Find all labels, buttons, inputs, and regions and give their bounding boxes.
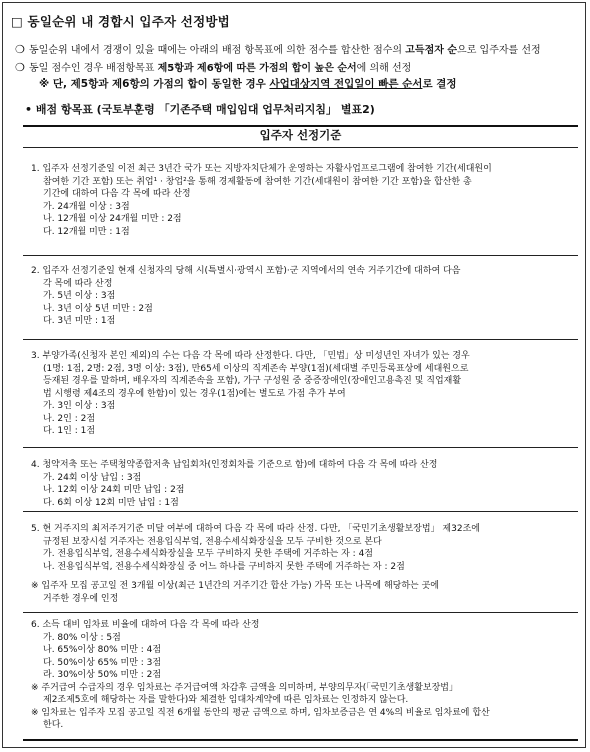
method-line-1: ❍ 동일순위 내에서 경쟁이 있을 때에는 아래의 배점 항목표에 의한 점수를 합산한 점수의 고득점자 순으로 입주자를 선정 [15, 43, 541, 56]
criteria-section-2 [31, 265, 576, 328]
score-item: 가. 3인 이상 : 3점 [43, 401, 116, 411]
score-item: 가. 5년 이상 : 3점 [43, 291, 116, 301]
section-note: 한다. [43, 720, 64, 730]
score-item: 나. 12개월 이상 24개월 미만 : 2점 [43, 214, 182, 224]
section-text-line: 법 시행령 제4조의 경우에 한함)이 있는 경우(1점)에는 별도로 가점 추가 부여 [43, 388, 346, 399]
tie-break-note: ※ 단, 제5항과 제6항의 가점의 합이 동일한 경우 사업대상지역 전입일이 빠른 순서로 결정 [39, 78, 457, 90]
section-divider [23, 339, 578, 340]
section-text-line: 4. 청약저축 또는 주택청약종합저축 납입회차(인정회차를 기준으로 함)에 대하여 다음 각 목에 따라 산정 [31, 460, 438, 470]
section-text-line: 기간에 대하여 다음 각 목에 따라 산정 [43, 189, 191, 199]
section-note: 제2조제5호에 해당하는 자를 말한다)와 체결한 임대차계약에 따른 임차료는 인정하지 않는다. [43, 695, 409, 705]
criteria-section-1 [31, 163, 576, 238]
section-divider [23, 511, 578, 512]
section-text-line: 규정된 보장시설 거주자는 전용입식부엌, 전용수세식화장실을 모두 구비한 것으로 본다 [43, 536, 382, 547]
score-item: 나. 65%이상 80% 미만 : 4점 [43, 645, 162, 655]
section-text-line: 5. 현 거주지의 최저주거기준 미달 여부에 대하여 다음 각 목에 따라 산정. 다만, 「국민기초생활보장법」 제32조에 [31, 524, 480, 534]
section-divider [23, 255, 578, 256]
section-text-line: (1명: 1점, 2명: 2점, 3명 이상: 3점), 만65세 이상의 직계존속 부양(1점)(세대별 주민등록표상에 세대원으로 [43, 363, 469, 374]
section-note: 거주한 경우에 인정 [43, 593, 119, 604]
score-item: 나. 12회 이상 24회 미만 납입 : 2점 [43, 485, 185, 495]
section-note: ※ 임차료는 입주자 모집 공고일 직전 6개월 동안의 평균 금액으로 하며, 임차보증금은 연 4%의 비율로 임차료에 합산 [31, 707, 490, 718]
criteria-title: 입주자 선정기준 [259, 128, 342, 142]
page-title: □ 동일순위 내 경합시 입주자 선정방법 [11, 14, 230, 29]
score-item: 라. 30%이상 50% 미만 : 2점 [43, 670, 162, 680]
section-text-line: 3. 부양가족(신청자 본인 제외)의 수는 다음 각 목에 따라 산정한다. 다만, 「민법」상 미성년인 자녀가 있는 경우 [31, 351, 470, 361]
score-item: 나. 전용입식부엌, 전용수세식화장실 중 어느 하나를 구비하지 못한 주택에 거주하는 자 : 2점 [43, 561, 405, 572]
section-divider [23, 447, 578, 448]
section-text-line: 2. 입주자 선정기준일 현재 신청자의 당해 시(특별시·광역시 포함)·군 지역에서의 연속 거주기간에 대하여 다음 [31, 266, 461, 276]
section-text-line: 6. 소득 대비 임차료 비율에 대하여 다음 각 목에 따라 산정 [31, 620, 260, 630]
section-divider [23, 612, 578, 613]
section-text-line: 각 목에 따라 산정 [43, 278, 113, 289]
criteria-section-6 [31, 619, 576, 732]
score-item: 다. 12개월 미만 : 1점 [43, 226, 130, 237]
score-item: 나. 3년 이상 5년 미만 : 2점 [43, 303, 153, 314]
criteria-section-5 [31, 523, 576, 605]
criteria-title-rule [23, 147, 578, 148]
section-note: ※ 입주자 모집 공고일 전 3개월 이상(최근 1년간의 거주기간 합산 가능) 가목 또는 나목에 해당하는 곳에 [31, 581, 439, 591]
circle-bullet-icon: ❍ [15, 61, 25, 74]
document-frame [2, 2, 586, 748]
criteria-section-3 [31, 350, 576, 438]
method-line-2: ❍ 동일 점수인 경우 배점항목표 제5항과 제6항에 따른 가점의 합이 높은 순서에 의해 선정 [15, 61, 412, 74]
score-item: 다. 50%이상 65% 미만 : 3점 [43, 657, 162, 668]
score-table-heading: • 배점 항목표 (국토부훈령 「기존주택 매입임대 업무처리지침」 별표2) [25, 103, 375, 116]
score-item: 나. 2인 : 2점 [43, 413, 96, 424]
score-item: 가. 24회 이상 납입 : 3점 [43, 472, 142, 483]
section-text-line: 1. 입주자 선정기준일 이전 최근 3년간 국가 또는 지방자치단체가 운영하는 자활사업프로그램에 참여한 기간(세대원이 [31, 164, 492, 174]
criteria-section-4 [31, 459, 576, 509]
score-item: 가. 전용입식부엌, 전용수세식화장실을 모두 구비하지 못한 주택에 거주하는 자 : 4점 [43, 549, 373, 559]
section-text-line: 등재된 경우를 말하며, 배우자의 직계존속을 포함), 가구 구성원 중 중증장애인(장애인고용촉진 및 직업재활 [43, 376, 462, 386]
section-note: ※ 주거급여 수급자의 경우 임차료는 주거급여액 차감후 금액을 의미하며, 부양의무자(「국민기초생활보장법」 [31, 682, 459, 693]
score-item: 다. 1인 : 1점 [43, 426, 96, 436]
circle-bullet-icon: ❍ [15, 43, 25, 56]
score-item: 다. 6회 이상 12회 미만 납입 : 1점 [43, 497, 179, 508]
score-item: 가. 80% 이상 : 5점 [43, 632, 121, 643]
score-item: 가. 24개월 이상 : 3점 [43, 201, 130, 212]
score-item: 다. 3년 미만 : 1점 [43, 316, 116, 326]
table-bottom-rule [23, 739, 578, 741]
section-text-line: 참여한 기간 포함) 또는 취업¹ · 창업²을 통해 경제활동에 참여한 기간(세대원이 참여한 기간 포함)을 합산한 총 [43, 176, 472, 187]
